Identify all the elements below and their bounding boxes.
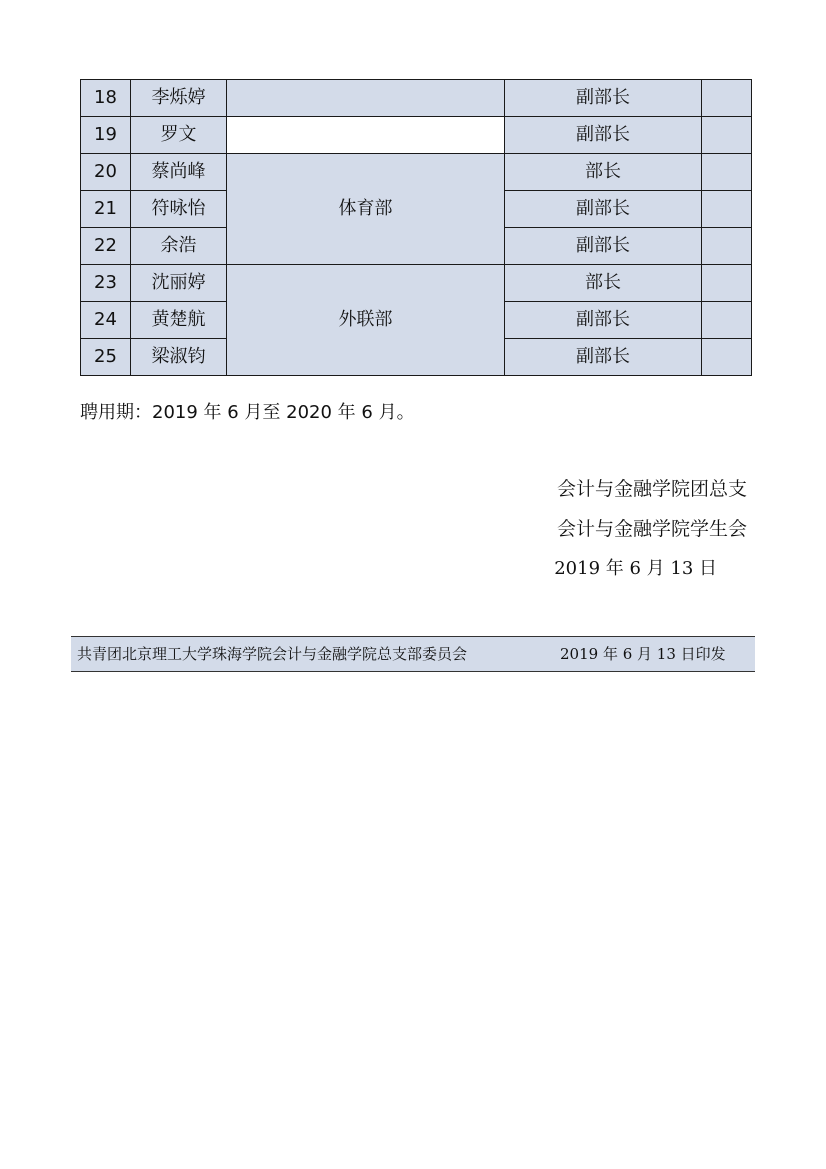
signature-block (554, 474, 747, 594)
footer-organization: 共青团北京理工大学珠海学院会计与金融学院总支部委员会 (77, 645, 468, 663)
row-number: 22 (81, 228, 131, 265)
member-name: 余浩 (131, 228, 227, 265)
row-number: 24 (81, 302, 131, 339)
table-row (81, 154, 752, 191)
member-position: 副部长 (505, 117, 702, 154)
note-cell (702, 339, 752, 376)
member-position: 副部长 (505, 302, 702, 339)
note-cell (702, 228, 752, 265)
member-name: 罗文 (131, 117, 227, 154)
note-cell (702, 302, 752, 339)
member-name: 蔡尚峰 (131, 154, 227, 191)
department-external: 外联部 (227, 265, 505, 376)
member-name: 沈丽婷 (131, 265, 227, 302)
member-position: 副部长 (505, 191, 702, 228)
row-number: 19 (81, 117, 131, 154)
signature-date: 2019 年 6 月 13 日 (554, 558, 717, 579)
row-number: 23 (81, 265, 131, 302)
note-cell (702, 191, 752, 228)
member-position: 副部长 (505, 80, 702, 117)
issue-footer (71, 636, 755, 672)
term-of-appointment: 聘用期：2019 年 6 月至 2020 年 6 月。 (80, 402, 415, 423)
row-number: 25 (81, 339, 131, 376)
member-position: 部长 (505, 265, 702, 302)
signature-org-league: 会计与金融学院团总支 (556, 478, 747, 500)
department-sports: 体育部 (227, 154, 505, 265)
member-name: 符咏怡 (131, 191, 227, 228)
member-position: 部长 (505, 154, 702, 191)
department-cell (227, 117, 505, 154)
roster-table (80, 79, 752, 376)
member-position: 副部长 (505, 228, 702, 265)
member-name: 李烁婷 (131, 80, 227, 117)
table-row (81, 117, 752, 154)
table-row (81, 265, 752, 302)
signature-org-union: 会计与金融学院学生会 (556, 518, 747, 540)
note-cell (702, 80, 752, 117)
member-name: 黄楚航 (131, 302, 227, 339)
note-cell (702, 154, 752, 191)
footer-issue-date: 2019 年 6 月 13 日印发 (560, 645, 726, 663)
note-cell (702, 117, 752, 154)
department-cell (227, 80, 505, 117)
row-number: 20 (81, 154, 131, 191)
row-number: 18 (81, 80, 131, 117)
member-name: 梁淑钧 (131, 339, 227, 376)
row-number: 21 (81, 191, 131, 228)
member-position: 副部长 (505, 339, 702, 376)
note-cell (702, 265, 752, 302)
table-row (81, 80, 752, 117)
